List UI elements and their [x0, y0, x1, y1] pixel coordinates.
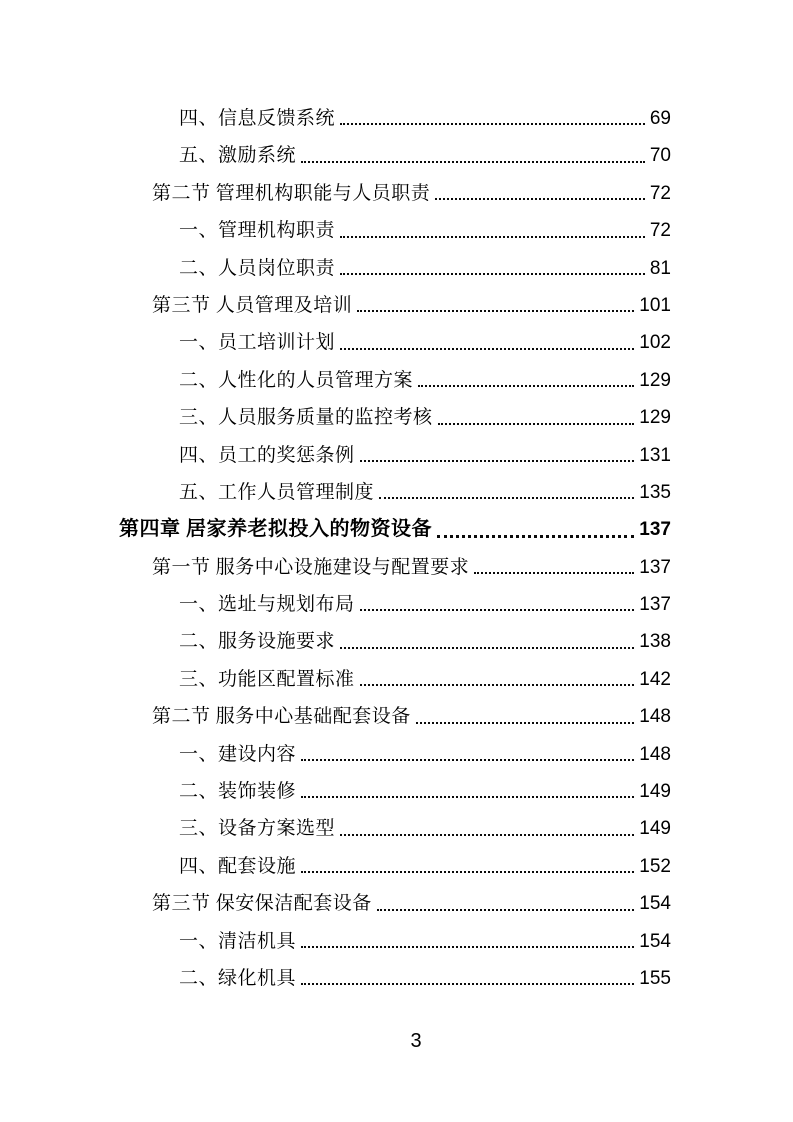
toc-entry-title: 一、建设内容: [179, 743, 297, 765]
dot-leader: [360, 437, 635, 462]
toc-entry-title: 二、装饰装修: [179, 781, 297, 803]
toc-entry[interactable]: [0, 137, 793, 174]
dot-leader: [438, 399, 635, 424]
footer-page-number: 3: [410, 1030, 422, 1052]
toc-entry[interactable]: [0, 773, 793, 810]
dot-leader: [301, 137, 645, 162]
dot-leader: [377, 885, 635, 910]
toc-entry-page-number: 102: [639, 332, 671, 354]
toc-entry-title: 一、选址与规划布局: [179, 594, 355, 616]
toc-entry-page-number: 152: [639, 855, 671, 877]
toc-entry[interactable]: [0, 511, 793, 548]
toc-entry-page-number: 154: [639, 930, 671, 952]
toc-entry-page-number: 135: [639, 481, 671, 503]
toc-entry[interactable]: [0, 698, 793, 735]
toc-entry[interactable]: [0, 810, 793, 847]
dot-leader: [301, 960, 634, 985]
toc-entry[interactable]: [0, 885, 793, 922]
toc-entry-page-number: 101: [639, 294, 671, 316]
toc-entry[interactable]: [0, 623, 793, 660]
toc-entry-page-number: 154: [639, 893, 671, 915]
toc-entry[interactable]: [0, 212, 793, 249]
toc-entry-page-number: 148: [639, 706, 671, 728]
dot-leader: [340, 810, 634, 835]
toc-entry-page-number: 137: [639, 519, 671, 541]
dot-leader: [416, 698, 635, 723]
toc-entry[interactable]: [0, 848, 793, 885]
toc-entry[interactable]: [0, 324, 793, 361]
toc-entry-title: 四、信息反馈系统: [179, 108, 336, 129]
toc-entry-title: 二、服务设施要求: [179, 631, 336, 653]
toc-entry-page-number: 72: [649, 182, 671, 204]
toc-entry-page-number: 138: [639, 631, 671, 653]
toc-entry-title: 一、管理机构职责: [179, 220, 336, 242]
toc-entry[interactable]: [0, 250, 793, 287]
toc-entry-title: 五、激励系统: [179, 145, 297, 167]
toc-entry[interactable]: [0, 474, 793, 511]
toc-entry[interactable]: [0, 100, 793, 137]
toc-entry-page-number: 148: [639, 743, 671, 765]
dot-leader: [340, 623, 634, 648]
toc-entry-page-number: 149: [639, 818, 671, 840]
toc-entry-page-number: 131: [639, 444, 671, 466]
toc-entry-title: 第二节 管理机构职能与人员职责: [152, 182, 431, 204]
dot-leader: [474, 549, 634, 574]
dot-leader: [360, 586, 635, 611]
dot-leader: [340, 100, 645, 125]
dot-leader: [360, 661, 635, 686]
dot-leader: [301, 773, 634, 798]
toc-entry-title: 二、人性化的人员管理方案: [179, 369, 414, 391]
toc-entry-title: 一、员工培训计划: [179, 332, 336, 354]
dot-leader: [435, 175, 645, 200]
toc-entry-title: 三、设备方案选型: [179, 818, 336, 840]
toc-entry-page-number: 129: [639, 407, 671, 429]
toc-entry[interactable]: [0, 586, 793, 623]
toc-entry[interactable]: [0, 960, 793, 997]
toc-entry[interactable]: [0, 175, 793, 212]
toc-entry-page-number: 137: [639, 594, 671, 616]
dot-leader: [340, 212, 645, 237]
toc-entry-title: 二、人员岗位职责: [179, 257, 336, 279]
table-of-contents: [0, 100, 793, 997]
dot-leader: [301, 848, 634, 873]
toc-entry-title: 第四章 居家养老拟投入的物资设备: [119, 518, 432, 541]
toc-entry-title: 第二节 服务中心基础配套设备: [152, 706, 411, 728]
dot-leader: [357, 287, 634, 312]
dot-leader: [418, 362, 634, 387]
toc-entry[interactable]: [0, 549, 793, 586]
toc-entry-title: 四、员工的奖惩条例: [179, 444, 355, 466]
toc-entry[interactable]: [0, 923, 793, 960]
toc-entry[interactable]: [0, 736, 793, 773]
dot-leader: [301, 923, 634, 948]
toc-entry-title: 第三节 人员管理及培训: [152, 294, 353, 316]
toc-entry-title: 第三节 保安保洁配套设备: [152, 893, 372, 915]
toc-entry-page-number: 69: [649, 108, 671, 129]
toc-entry[interactable]: [0, 362, 793, 399]
toc-entry-page-number: 70: [649, 145, 671, 167]
toc-entry-title: 第一节 服务中心设施建设与配置要求: [152, 556, 470, 578]
toc-entry-page-number: 155: [639, 967, 671, 989]
toc-entry-page-number: 72: [649, 220, 671, 242]
toc-entry-page-number: 137: [639, 556, 671, 578]
toc-entry[interactable]: [0, 399, 793, 436]
toc-entry-page-number: 81: [649, 257, 671, 279]
toc-entry[interactable]: [0, 287, 793, 324]
toc-entry-title: 二、绿化机具: [179, 967, 297, 989]
toc-entry-title: 一、清洁机具: [179, 930, 297, 952]
toc-entry-title: 四、配套设施: [179, 855, 297, 877]
dot-leader: [437, 511, 634, 537]
dot-leader: [340, 324, 634, 349]
toc-entry-page-number: 149: [639, 781, 671, 803]
dot-leader: [340, 250, 645, 275]
toc-entry-page-number: 142: [639, 668, 671, 690]
toc-entry-title: 五、工作人员管理制度: [179, 481, 375, 503]
toc-entry[interactable]: [0, 661, 793, 698]
dot-leader: [379, 474, 634, 499]
toc-entry-title: 三、功能区配置标准: [179, 668, 355, 690]
toc-entry-page-number: 129: [639, 369, 671, 391]
toc-entry[interactable]: [0, 437, 793, 474]
toc-entry-title: 三、人员服务质量的监控考核: [179, 407, 433, 429]
dot-leader: [301, 736, 634, 761]
